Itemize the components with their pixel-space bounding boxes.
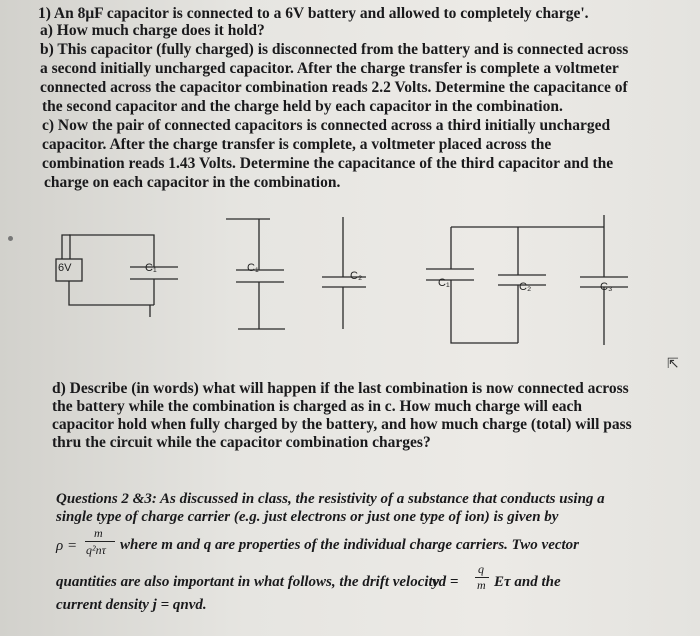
drift-velocity-symbol: vd = xyxy=(432,574,459,590)
c2-label-pair: C₂ xyxy=(350,270,363,282)
q23-line-5: current density j = qnvd. xyxy=(56,597,207,613)
qd-line: capacitor hold when fully charged by the battery, and how much charge (total) will pass xyxy=(52,416,632,433)
drift-numerator: q xyxy=(478,562,484,576)
rho-numerator: m xyxy=(94,526,103,540)
q1-line: connected across the capacitor combination reads 2.2 Volts. Determine the capacitance of xyxy=(40,79,628,96)
drift-denominator: m xyxy=(477,578,486,592)
circuit-diagrams xyxy=(0,205,700,365)
c1-label-alone: C₁ xyxy=(247,262,259,274)
q1-line: 1) An 8μF capacitor is connected to a 6V battery and allowed to completely charge'. xyxy=(38,5,589,22)
q1-line: a) How much charge does it hold? xyxy=(40,22,265,39)
mouse-cursor-icon: ⇱ xyxy=(667,356,679,372)
q1-line: capacitor. After the charge transfer is complete, a voltmeter placed across the xyxy=(42,136,552,153)
c1-label-triple: C₁ xyxy=(438,277,450,289)
q23-line-4b: Eτ and the xyxy=(494,574,561,590)
q1-line: c) Now the pair of connected capacitors is connected across a third initially uncharged xyxy=(42,117,611,134)
rho-denominator: q²nτ xyxy=(86,543,106,557)
battery-label: 6V xyxy=(58,262,72,274)
q1-line: b) This capacitor (fully charged) is disconnected from the battery and is connected across xyxy=(40,41,629,58)
c3-label-triple: C₃ xyxy=(600,281,613,293)
q1-line: charge on each capacitor in the combination. xyxy=(44,174,341,191)
q23-line-2: single type of charge carrier (e.g. just electrons or just one type of ion) is given by xyxy=(56,509,559,525)
qd-line: the battery while the combination is charged as in c. How much charge will each xyxy=(52,398,582,415)
q23-line-1: Questions 2 &3: As discussed in class, the resistivity of a substance that conducts using a xyxy=(56,491,605,507)
q23-line-3: where m and q are properties of the individual charge carriers. Two vector xyxy=(120,537,580,553)
qd-line: d) Describe (in words) what will happen if the last combination is now connected across xyxy=(52,380,629,397)
battery-circuit xyxy=(56,235,178,317)
c2-label-triple: C₂ xyxy=(519,281,532,293)
c1-label: C₁ xyxy=(145,262,157,274)
q1-line: the second capacitor and the charge held by each capacitor in the combination. xyxy=(42,98,563,115)
q1-line: a second initially uncharged capacitor. After the charge transfer is complete a voltmeter xyxy=(40,60,619,77)
capacitor-triple xyxy=(426,215,628,345)
rho-symbol: ρ = xyxy=(56,538,78,554)
capacitor-c1-alone xyxy=(226,219,285,329)
qd-line: thru the circuit while the capacitor combination charges? xyxy=(52,434,431,451)
q1-line: combination reads 1.43 Volts. Determine the capacitance of the third capacitor and the xyxy=(42,155,614,172)
fraction-bar xyxy=(85,541,115,542)
q23-line-4a: quantities are also important in what follows, the drift velocity xyxy=(56,574,440,590)
